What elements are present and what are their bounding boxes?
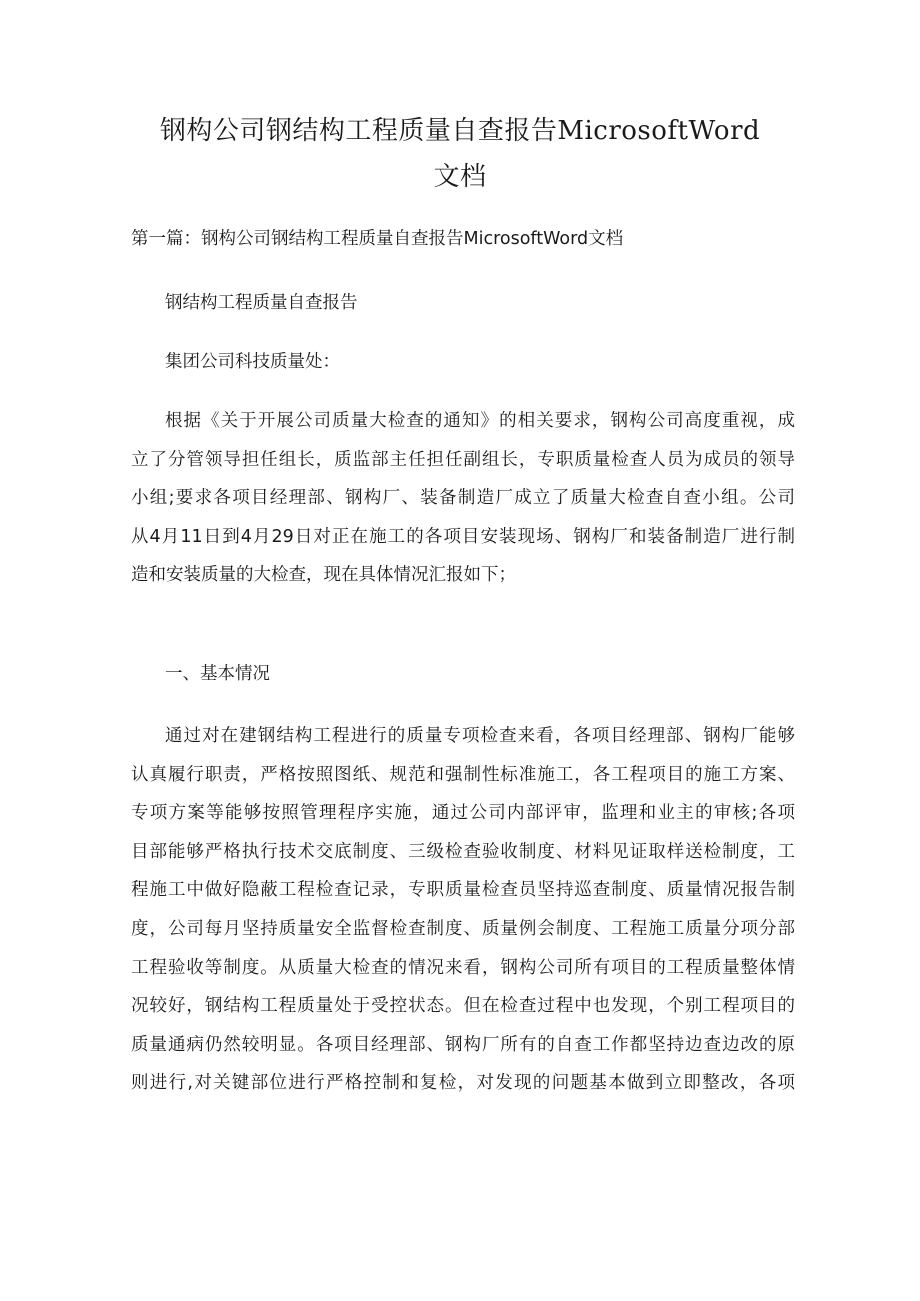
report-title: 钢结构工程质量自查报告 [165,293,358,313]
intro-line: 小组;要求各项目经理部、钢构厂、装备制造厂成立了质量大检查自查小组。公司 [131,488,795,509]
section-heading-basic-situation: 一、基本情况 [165,664,270,684]
chapter-subtitle: 第一篇：钢构公司钢结构工程质量自查报告MicrosoftWord文档 [131,229,624,249]
body-line: 认真履行职责，严格按照图纸、规范和强制性标准施工，各工程项目的施工方案、 [131,764,795,785]
intro-paragraph [131,402,795,595]
body-line: 况较好，钢结构工程质量处于受控状态。但在检查过程中也发现，个别工程项目的 [131,996,795,1017]
body-line: 工程验收等制度。从质量大检查的情况来看，钢构公司所有项目的工程质量整体情 [131,957,795,978]
body-line: 专项方案等能够按照管理程序实施，通过公司内部评审，监理和业主的审核;各项 [131,803,795,824]
intro-line: 造和安装质量的大检查，现在具体情况汇报如下； [131,565,516,586]
intro-line: 立了分管领导担任组长，质监部主任担任副组长，专职质量检查人员为成员的领导 [131,449,795,470]
basic-situation-paragraph [131,717,795,1103]
document-title [110,108,810,200]
body-line: 通过对在建钢结构工程进行的质量专项检查来看，各项目经理部、钢构厂能够 [165,726,795,746]
document-title-line-1: 钢构公司钢结构工程质量自查报告MicrosoftWord [159,116,761,146]
document-title-line-2: 文档 [433,162,487,192]
body-line: 质量通病仍然较明显。各项目经理部、钢构厂所有的自查工作都坚持边查边改的原 [131,1034,795,1055]
intro-line: 从4月11日到4月29日对正在施工的各项目安装现场、钢构厂和装备制造厂进行制 [131,526,795,547]
body-line: 则进行,对关键部位进行严格控制和复检，对发现的问题基本做到立即整改，各项 [131,1073,795,1094]
body-line: 目部能够严格执行技术交底制度、三级检查验收制度、材料见证取样送检制度，工 [131,841,795,862]
body-line: 度，公司每月坚持质量安全监督检查制度、质量例会制度、工程施工质量分项分部 [131,918,795,939]
body-line: 程施工中做好隐蔽工程检查记录，专职质量检查员坚持巡查制度、质量情况报告制 [131,880,795,901]
intro-line: 根据《关于开展公司质量大检查的通知》的相关要求，钢构公司高度重视，成 [165,411,795,431]
addressee: 集团公司科技质量处： [165,352,340,372]
